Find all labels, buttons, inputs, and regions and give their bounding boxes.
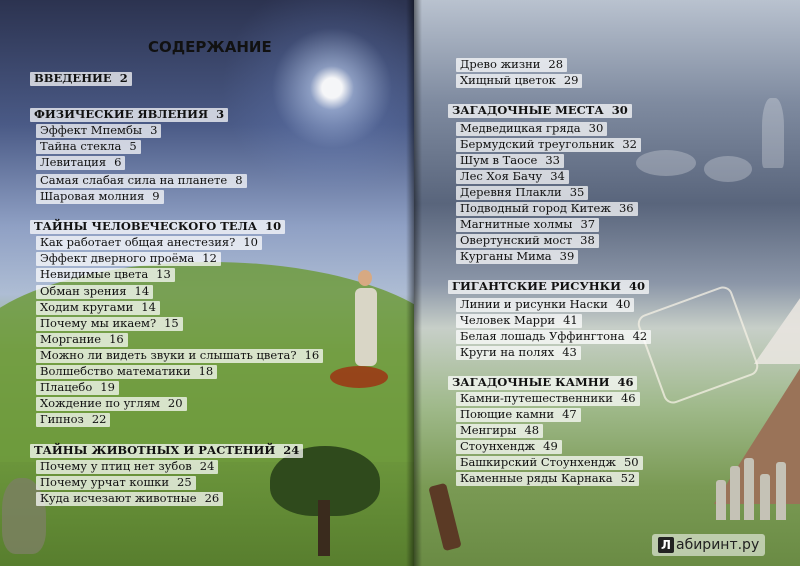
toc-entry [456,234,599,248]
toc-page-number: 16 [109,332,124,346]
toc-entry-title: Шаровая молния [40,189,145,203]
toc-entry-title: Почему мы икаем? [40,316,157,330]
right-page [414,0,800,566]
toc-entry-title: Как работает общая анестезия? [40,235,236,249]
toc-page-number: 14 [134,284,150,298]
toc-entry-title: Гипноз [40,412,84,426]
stone-illustration [744,458,754,520]
page-title: СОДЕРЖАНИЕ [148,38,272,56]
toc-section-heading [30,108,228,122]
toc-entry-title: Поющие камни [460,407,555,421]
tree-trunk-illustration [318,500,330,556]
toc-page-number: 29 [563,73,579,87]
toc-page-number: 24 [199,459,215,473]
toc-entry [36,301,160,315]
toc-entry [456,346,581,360]
toc-page-number: 10 [265,219,282,233]
toc-page-number: 50 [623,455,639,469]
toc-page-number: 38 [580,233,595,247]
toc-page-number: 18 [198,364,214,378]
toc-page-number: 5 [129,139,137,153]
toc-entry-title: Почему у птиц нет зубов [40,459,192,473]
hot-coals-illustration [330,366,388,388]
toc-page-number: 24 [283,443,300,457]
toc-page-number: 3 [216,107,225,121]
stone-illustration [776,462,786,520]
toc-page-number: 26 [204,491,220,505]
stone-illustration [730,466,740,520]
watermark-logo-letter: Л [658,537,674,553]
toc-entry [456,424,543,438]
toc-page-number: 9 [152,189,160,203]
toc-entry-title: Можно ли видеть звуки и слышать цвета? [40,348,297,362]
toc-section-heading [448,104,632,118]
toc-entry [456,170,569,184]
toc-entry-title: Почему урчат кошки [40,475,169,489]
toc-entry [456,440,562,454]
toc-entry [36,333,128,347]
toc-entry-title: Шум в Таосе [460,153,538,167]
toc-entry-title: Овертунский мост [460,233,573,247]
toc-entry-title: Менгиры [460,423,517,437]
toc-entry-title: ТАЙНЫ ЧЕЛОВЕЧЕСКОГО ТЕЛА [34,219,258,233]
toc-section-heading [448,376,637,390]
person-body-illustration [355,288,377,366]
nazca-bird-illustration [632,284,761,407]
toc-section-heading [448,280,649,294]
toc-entry-title: ФИЗИЧЕСКИЕ ЯВЛЕНИЯ [34,107,209,121]
toc-entry-title: Линии и рисунки Наски [460,297,608,311]
toc-page-number: 25 [177,475,192,489]
toc-entry [36,140,141,154]
toc-page-number: 20 [167,396,183,410]
toc-entry [36,124,161,138]
ghost-sheep-illustration [704,156,752,182]
toc-page-number: 43 [562,345,577,359]
toc-entry-title: ЗАГАДОЧНЫЕ МЕСТА [452,103,604,117]
toc-page-number: 33 [545,153,560,167]
toc-entry [36,413,110,427]
toc-page-number: 30 [611,103,628,117]
toc-entry [36,236,262,250]
toc-entry [36,397,187,411]
toc-page-number: 36 [618,201,634,215]
toc-page-number: 37 [580,217,596,231]
toc-page-number: 15 [164,316,179,330]
toc-entry-title: Хищный цветок [460,73,556,87]
toc-page-number: 34 [550,169,565,183]
toc-entry [36,285,153,299]
toc-entry-title: Магнитные холмы [460,217,573,231]
toc-entry-title: Круги на полях [460,345,555,359]
toc-entry [456,186,588,200]
toc-section-heading [30,220,285,234]
toc-page-number: 10 [243,235,258,249]
toc-entry [36,268,175,282]
toc-entry [36,317,183,331]
toc-entry-title: Левитация [40,155,107,169]
toc-page-number: 2 [119,71,128,85]
watermark-text: абиринт.ру [676,537,760,553]
toc-entry [456,202,638,216]
toc-entry [36,252,221,266]
toc-entry-title: Белая лошадь Уффингтона [460,329,625,343]
toc-entry-title: Плацебо [40,380,93,394]
toc-entry-title: Самая слабая сила на планете [40,173,228,187]
standing-stones-illustration [714,440,800,520]
toc-entry-title: Хождение по углям [40,396,160,410]
wooden-post-illustration [428,483,461,551]
toc-entry-title: Бермудский треугольник [460,137,615,151]
toc-entry [456,154,564,168]
ghost-sheep-illustration [636,150,696,176]
toc-page-number: 42 [632,329,648,343]
toc-page-number: 3 [150,123,158,137]
toc-entry-title: Обман зрения [40,284,127,298]
toc-entry [36,381,119,395]
stone-illustration [760,474,770,520]
stone-illustration [716,480,726,520]
toc-entry [456,408,581,422]
toc-page-number: 48 [524,423,540,437]
toc-page-number: 12 [202,251,217,265]
toc-entry [36,190,164,204]
toc-page-number: 40 [628,279,645,293]
toc-page-number: 35 [569,185,585,199]
toc-entry [456,330,651,344]
toc-entry-title: Ходим кругами [40,300,134,314]
toc-section-heading [30,72,132,86]
toc-entry-title: Каменные ряды Карнака [460,471,613,485]
toc-page-number: 47 [562,407,577,421]
toc-entry-title: Волшебство математики [40,364,191,378]
toc-entry-title: ГИГАНТСКИЕ РИСУНКИ [452,279,621,293]
toc-page-number: 30 [588,121,604,135]
toc-page-number: 46 [620,391,636,405]
toc-entry-title: Древо жизни [460,57,541,71]
toc-entry-title: Башкирский Стоунхендж [460,455,616,469]
toc-entry [456,138,641,152]
toc-entry [36,460,218,474]
toc-page-number: 46 [617,375,634,389]
toc-entry-title: Курганы Мима [460,249,552,263]
toc-page-number: 32 [622,137,637,151]
toc-entry-title: Невидимые цвета [40,267,149,281]
person-head-illustration [358,270,372,286]
toc-entry-title: Человек Марри [460,313,556,327]
toc-entry-title: Подводный город Китеж [460,201,611,215]
toc-section-heading [30,444,303,458]
toc-entry-title: Эффект дверного проёма [40,251,195,265]
toc-page-number: 41 [563,313,578,327]
toc-entry-title: Камни-путешественники [460,391,613,405]
toc-entry [36,349,323,363]
toc-entry [36,365,217,379]
toc-page-number: 13 [156,267,171,281]
toc-page-number: 39 [559,249,575,263]
toc-entry [36,492,223,506]
toc-page-number: 8 [235,173,243,187]
ghost-figure-illustration [762,98,784,168]
toc-entry [36,476,196,490]
toc-entry [456,456,643,470]
toc-entry-title: Куда исчезают животные [40,491,197,505]
toc-page-number: 40 [615,297,631,311]
toc-page-number: 14 [141,300,156,314]
toc-entry-title: Тайна стекла [40,139,122,153]
toc-entry [36,156,125,170]
toc-entry [456,472,639,486]
toc-entry [36,174,247,188]
toc-entry [456,218,599,232]
toc-entry [456,314,582,328]
toc-page-number: 28 [548,57,564,71]
toc-page-number: 22 [91,412,107,426]
toc-entry [456,250,578,264]
toc-entry [456,392,640,406]
toc-entry [456,298,634,312]
toc-entry [456,122,607,136]
toc-entry-title: Деревня Плакли [460,185,562,199]
toc-entry-title: ВВЕДЕНИЕ [34,71,112,85]
toc-entry [456,74,582,88]
snowy-peak-illustration [754,244,800,364]
book-gutter [406,0,422,566]
toc-entry-title: ТАЙНЫ ЖИВОТНЫХ И РАСТЕНИЙ [34,443,276,457]
toc-entry-title: Стоунхендж [460,439,536,453]
toc-entry-title: Лес Хоя Бачу [460,169,543,183]
toc-entry-title: Моргание [40,332,102,346]
toc-entry-title: ЗАГАДОЧНЫЕ КАМНИ [452,375,610,389]
toc-page-number: 49 [543,439,558,453]
toc-page-number: 6 [114,155,122,169]
toc-entry-title: Эффект Мпембы [40,123,143,137]
toc-entry-title: Медведицкая гряда [460,121,581,135]
toc-page-number: 16 [304,348,320,362]
toc-page-number: 19 [100,380,115,394]
toc-page-number: 52 [620,471,636,485]
labirint-watermark [652,534,765,556]
toc-entry [456,58,567,72]
